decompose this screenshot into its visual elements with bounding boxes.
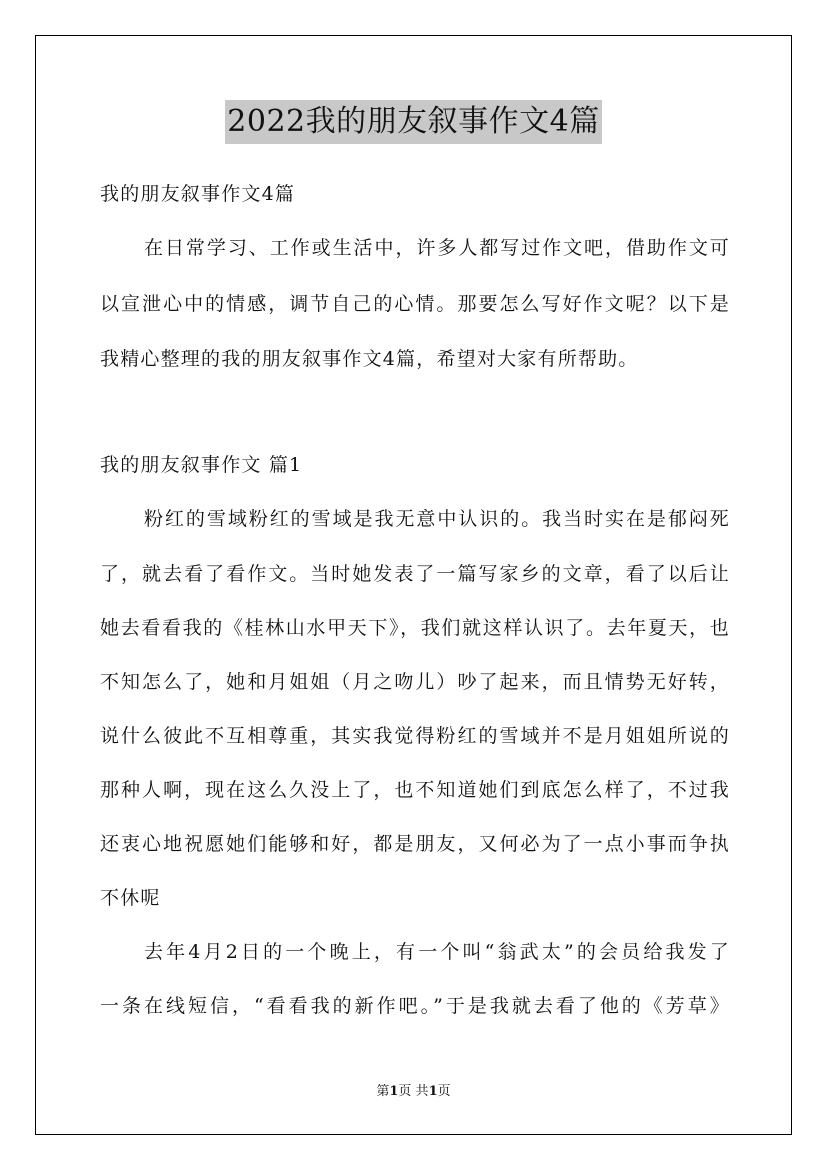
paragraph-line: 还衷心地祝愿她们能够和好，都是朋友，又何必为了一点小事而争执 [100,833,730,855]
paragraph-line: 不休呢 [100,887,161,909]
intro-line: 以宣泄心中的情感，调节自己的心情。那要怎么写好作文呢？以下是 [100,293,730,315]
paragraph-line: 去年4月2日的一个晚上，有一个叫“翁武太”的会员给我发了 [144,941,730,963]
title-container [0,100,827,144]
section-heading: 我的朋友叙事作文 篇1 [100,454,303,476]
intro-line: 在日常学习、工作或生活中，许多人都写过作文吧，借助作文可 [144,237,730,259]
paragraph-line: 那种人啊，现在这么久没上了，也不知道她们到底怎么样了，不过我 [100,779,730,801]
document-subtitle: 我的朋友叙事作文4篇 [100,183,296,205]
paragraph-line: 一条在线短信，“看看我的新作吧。”于是我就去看了他的《芳草》 [100,995,730,1017]
footer-page-number: 1 [389,1084,399,1099]
footer-page-total: 1 [428,1084,438,1099]
paragraph-line: 了，就去看了看作文。当时她发表了一篇写家乡的文章，看了以后让 [100,563,730,585]
footer-suffix: 页 [437,1084,451,1099]
intro-line: 我精心整理的我的朋友叙事作文4篇，希望对大家有所帮助。 [100,348,639,370]
paragraph-line: 不知怎么了，她和月姐姐（月之吻儿）吵了起来，而且情势无好转， [100,671,730,693]
footer-mid: 页 共 [398,1084,429,1099]
paragraph-line: 粉红的雪域粉红的雪域是我无意中认识的。我当时实在是郁闷死 [144,508,730,530]
page-footer [0,1083,827,1101]
footer-prefix: 第 [376,1084,390,1099]
paragraph-line: 说什么彼此不互相尊重，其实我觉得粉红的雪域并不是月姐姐所说的 [100,725,730,747]
paragraph-line: 她去看看我的《桂林山水甲天下》，我们就这样认识了。去年夏天，也 [100,617,730,639]
document-title: 2022我的朋友叙事作文4篇 [225,100,601,144]
